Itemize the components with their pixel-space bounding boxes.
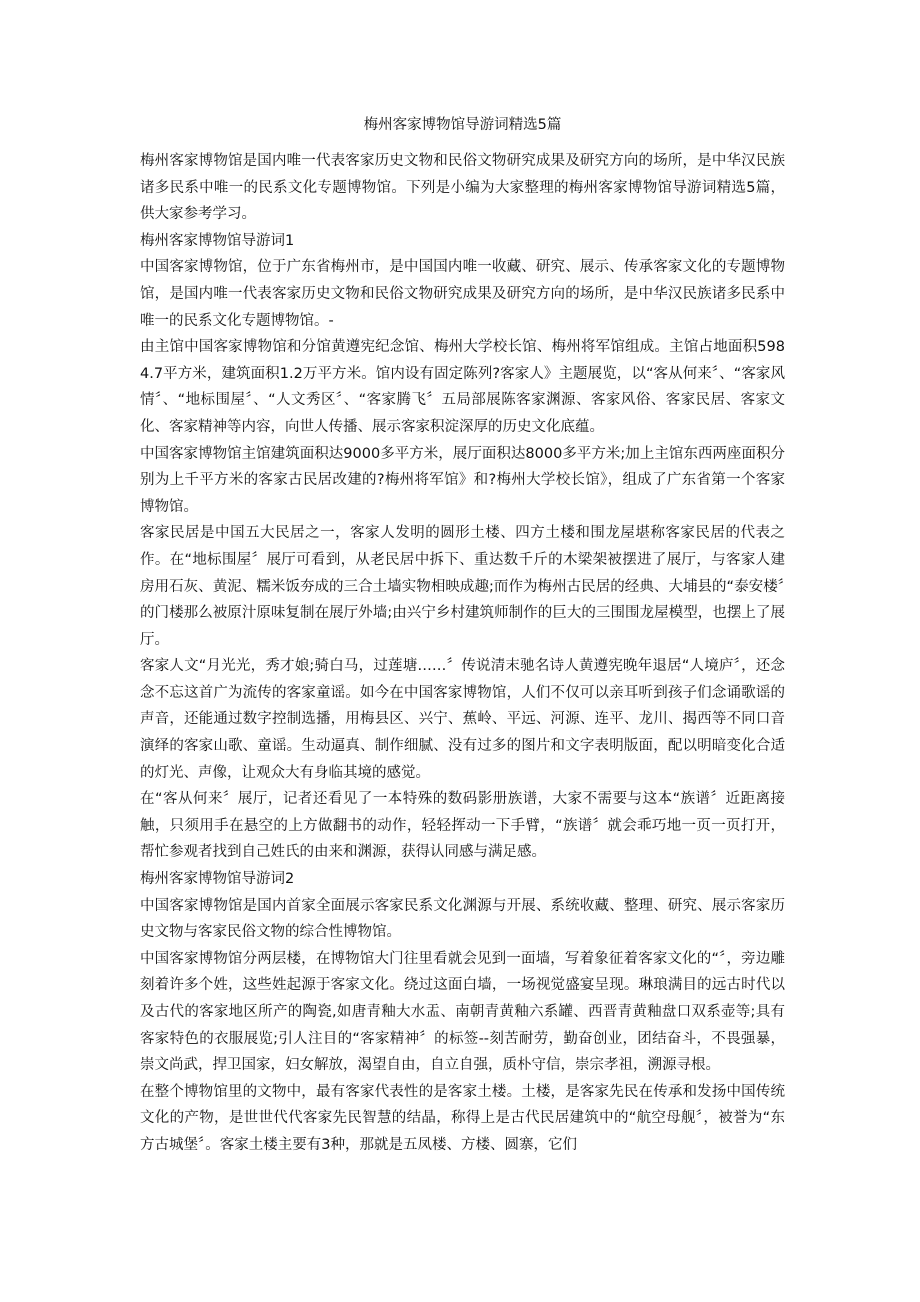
paragraph: 梅州客家博物馆是国内唯一代表客家历史文物和民俗文物研究成果及研究方向的场所，是中华汉民族诸多民系中唯一的民系文化专题博物馆。下列是小编为大家整理的梅州客家博物馆导游词精选5篇，供大家参考学习。: [140, 153, 785, 223]
paragraph: 中国客家博物馆是国内首家全面展示客家民系文化渊源与开展、系统收藏、整理、研究、展示客家历史文物与客家民俗文物的综合性博物馆。: [140, 897, 785, 941]
paragraph: 客家人文“月光光，秀才娘;骑白马，过莲塘……〞传说清末驰名诗人黄遵宪晚年退居“人境庐〞，还念念不忘这首广为流传的客家童谣。如今在中国客家博物馆，人们不仅可以亲耳听到孩子们念诵歌谣的声音，还能通过数字控制选播，用梅县区、兴宁、蕉岭、平远、河源、连平、龙川、揭西等不同口音演绎的客家山歌、童谣。生动逼真、制作细腻、没有过多的图片和文字表明版面，配以明暗变化合适的灯光、声像，让观众大有身临其境的感觉。: [140, 658, 785, 781]
paragraph: 由主馆中国客家博物馆和分馆黄遵宪纪念馆、梅州大学校长馆、梅州将军馆组成。主馆占地面积5984.7平方米，建筑面积1.2万平方米。馆内设有固定陈列?客家人》主题展览，以“客从何来〞、“客家风情〞、“地标围屋〞、“人文秀区〞、“客家腾飞〞五局部展陈客家渊源、客家风俗、客家民居、客家文化、客家精神等内容，向世人传播、展示客家积淀深厚的历史文化底蕴。: [140, 339, 785, 435]
document-page: [140, 112, 785, 1159]
section-heading: 梅州客家博物馆导游词1: [140, 232, 295, 249]
paragraph: 中国客家博物馆，位于广东省梅州市，是中国国内唯一收藏、研究、展示、传承客家文化的专题博物馆，是国内唯一代表客家历史文物和民俗文物研究成果及研究方向的场所，是中华汉民族诸多民系中唯一的民系文化专题博物馆。-: [140, 259, 785, 329]
section-heading: 梅州客家博物馆导游词2: [140, 871, 295, 888]
paragraph: 客家民居是中国五大民居之一，客家人发明的圆形土楼、四方土楼和围龙屋堪称客家民居的代表之作。在“地标围屋〞展厅可看到，从老民居中拆下、重达数千斤的木梁架被摆进了展厅，与客家人建房用石灰、黄泥、糯米饭夯成的三合土墙实物相映成趣;而作为梅州古民居的经典、大埔县的“泰安楼〞的门楼那么被原汁原味复制在展厅外墙;由兴宁乡村建筑师制作的巨大的三围围龙屋模型，也摆上了展厅。: [140, 525, 785, 648]
paragraph: 中国客家博物馆主馆建筑面积达9000多平方米，展厅面积达8000多平方米;加上主馆东西两座面积分别为上千平方米的客家古民居改建的?梅州将军馆》和?梅州大学校长馆》，组成了广东省第一个客家博物馆。: [140, 445, 785, 515]
document-title: 梅州客家博物馆导游词精选5篇: [363, 117, 562, 133]
paragraph: 中国客家博物馆分两层楼，在博物馆大门往里看就会见到一面墙，写着象征着客家文化的“〞，旁边雕刻着许多个姓，这些姓起源于客家文化。绕过这面白墙，一场视觉盛宴呈现。琳琅满目的远古时代以及古代的客家地区所产的陶瓷,如唐青釉大水盂、南朝青黄釉六系罐、西晋青黄釉盘口双系壶等;具有客家特色的衣服展览;引人注目的“客家精神〞的标签--刻苦耐劳，勤奋创业，团结奋斗，不畏强暴，崇文尚武，捍卫国家，妇女解放，渴望自由，自立自强，质朴守信，崇宗孝祖，溯源寻根。: [140, 950, 785, 1074]
paragraph: 在“客从何来〞展厅，记者还看见了一本特殊的数码影册族谱，大家不需要与这本“族谱〞近距离接触，只须用手在悬空的上方做翻书的动作，轻轻挥动一下手臂，“族谱〞就会乖巧地一页一页打开，帮忙参观者找到自己姓氏的由来和渊源，获得认同感与满足感。: [140, 791, 785, 861]
paragraph: 在整个博物馆里的文物中，最有客家代表性的是客家土楼。土楼，是客家先民在传承和发扬中国传统文化的产物，是世世代代客家先民智慧的结晶，称得上是古代民居建筑中的“航空母舰〞，被誉为“东方古城堡〞。客家土楼主要有3种，那就是五凤楼、方楼、圆寨，它们: [140, 1083, 785, 1153]
document-body: [140, 148, 785, 1159]
